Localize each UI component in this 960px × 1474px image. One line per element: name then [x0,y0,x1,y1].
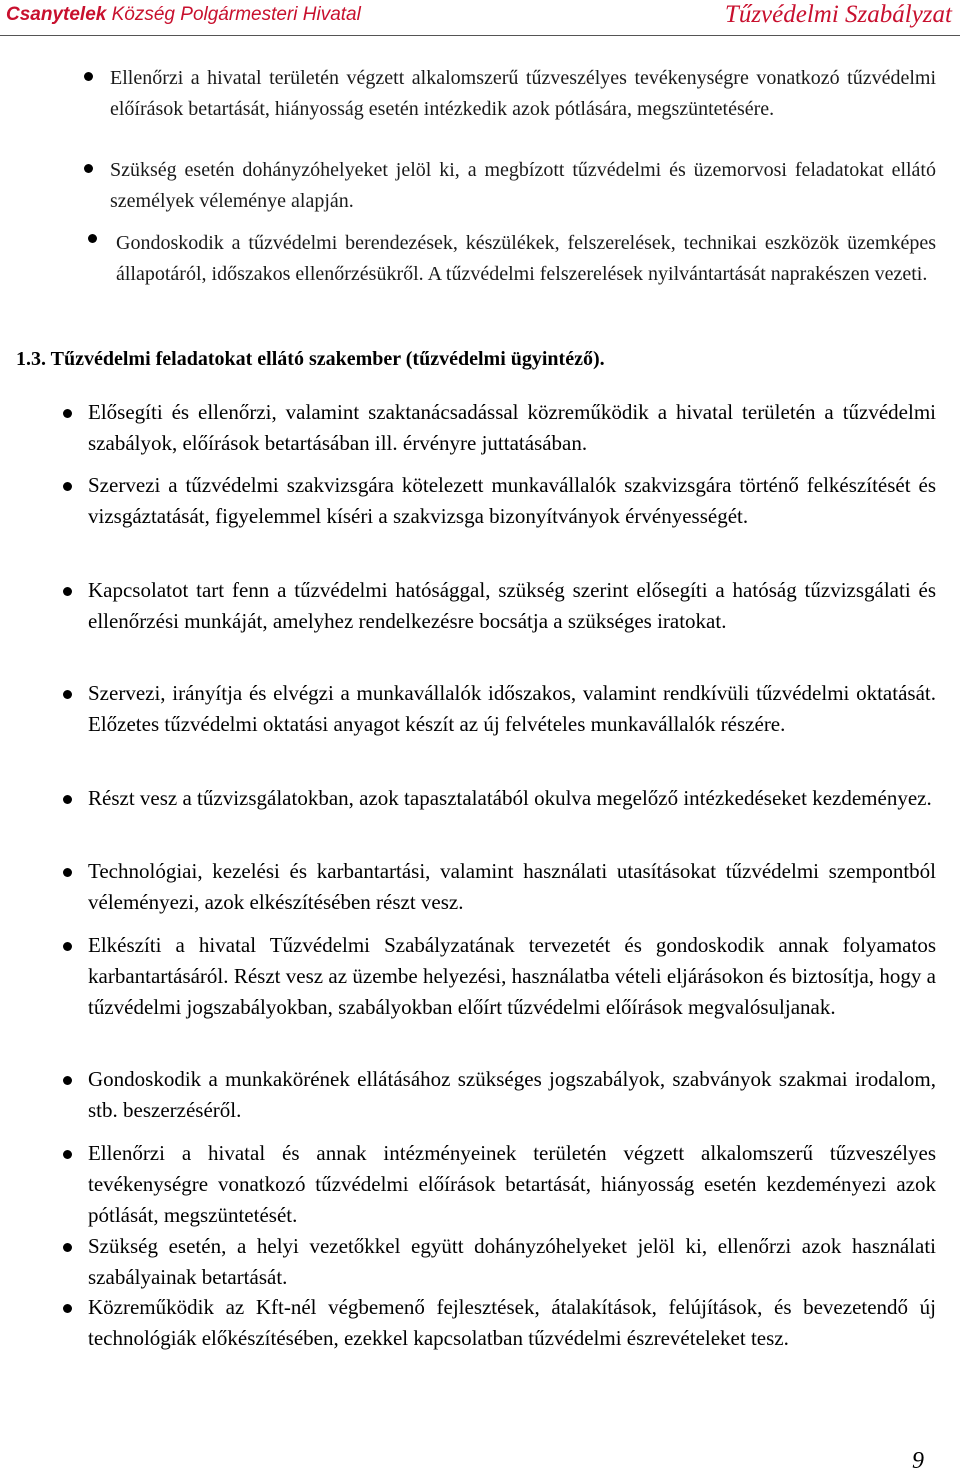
list-item: Szervezi a tűzvédelmi szakvizsgára kötelezett munkavállalók szakvizsgára történő felkészítését és vizsgáztatását, figyelemmel kíséri a szakvizsga bizonyítványok érvényességét. [88,473,936,528]
bullet-icon [63,1076,72,1085]
bullet-icon [63,795,72,804]
list-item: Elkészíti a hivatal Tűzvédelmi Szabályzatának tervezetét és gondoskodik annak folyamatos karbantartásáról. Részt vesz az üzembe helyezési, használatba vételi eljárásokon és biztosítja, hogy a tűzvédelmi jogszabályokban, szabályokban előírt tűzvédelmi előírások megvalósuljanak. [88,933,936,1019]
page-number: 9 [912,1448,924,1474]
list-item: Technológiai, kezelési és karbantartási, valamint használati utasításokat tűzvédelmi szempontból véleményezi, azok elkészítésében részt vesz. [88,859,936,914]
bullet-icon [63,868,72,877]
list-item: Elősegíti és ellenőrzi, valamint szaktanácsadással közreműködik a hivatal területén a tűzvédelmi szabályok, előírások betartásában ill. érvényre juttatásában. [88,400,936,455]
section-heading: 1.3. Tűzvédelmi feladatokat ellátó szakember (tűzvédelmi ügyintéző). [16,348,605,370]
header-document-title: Tűzvédelmi Szabályzat [724,1,952,28]
bullet-icon [88,234,97,243]
header-organization-rest: Község Polgármesteri Hivatal [106,4,361,25]
list-item: Szükség esetén dohányzóhelyeket jelöl ki, a megbízott tűzvédelmi és üzemorvosi feladatokat ellátó személyek véleménye alapján. [110,159,936,212]
list-item: Ellenőrzi a hivatal területén végzett alkalomszerű tűzveszélyes tevékenységre vonatkozó tűzvédelmi előírások betartását, hiányosság esetén intézkedik azok pótlására, megszüntetésére. [110,67,936,120]
bullet-icon [63,1150,72,1159]
bullet-icon [63,690,72,699]
list-item: Közreműködik az Kft-nél végbemenő fejlesztések, átalakítások, felújítások, és bevezetendő új technológiák előkészítésében, ezekkel kapcsolatban tűzvédelmi észrevételeket tesz. [88,1295,936,1350]
list-item: Szervezi, irányítja és elvégzi a munkavállalók időszakos, valamint rendkívüli tűzvédelmi oktatását. Előzetes tűzvédelmi oktatási anyagot készít az új felvételes munkavállalók részére. [88,681,936,736]
bullet-icon [63,1243,72,1252]
bullet-icon [63,1304,72,1313]
list-item: Gondoskodik a tűzvédelmi berendezések, készülékek, felszerelések, technikai eszközök üzemképes állapotáról, időszakos ellenőrzésükről. A tűzvédelmi felszerelések nyilvántartását naprakészen vezeti. [116,232,936,285]
list-item: Gondoskodik a munkakörének ellátásához szükséges jogszabályok, szabványok szakmai irodalom, stb. beszerzéséről. [88,1067,936,1122]
header-organization-bold: Csanytelek [6,4,107,25]
list-item: Ellenőrzi a hivatal és annak intézményeinek területén végzett alkalomszerű tűzveszélyes tevékenységre vonatkozó tűzvédelmi előírások betartását, hiányosság esetén kezdeményezi azok pótlását, megszüntetését. [88,1141,936,1227]
page-header [0,0,960,38]
bullet-icon [84,164,93,173]
bullet-icon [84,72,93,81]
bullet-icon [63,942,72,951]
bullet-icon [63,482,72,491]
list-item: Szükség esetén, a helyi vezetőkkel együtt dohányzóhelyeket jelöl ki, ellenőrzi azok használati szabályainak betartását. [88,1234,936,1289]
list-item: Kapcsolatot tart fenn a tűzvédelmi hatósággal, szükség szerint elősegíti a hatóság tűzvizsgálati és ellenőrzési munkáját, amelyhez rendelkezésre bocsátja a szükséges iratokat. [88,578,936,633]
header-organization [6,4,361,26]
bullet-icon [63,587,72,596]
header-divider [0,35,960,36]
list-item: Részt vesz a tűzvizsgálatokban, azok tapasztalatából okulva megelőző intézkedéseket kezdeményez. [88,786,932,810]
bullet-icon [63,409,72,418]
